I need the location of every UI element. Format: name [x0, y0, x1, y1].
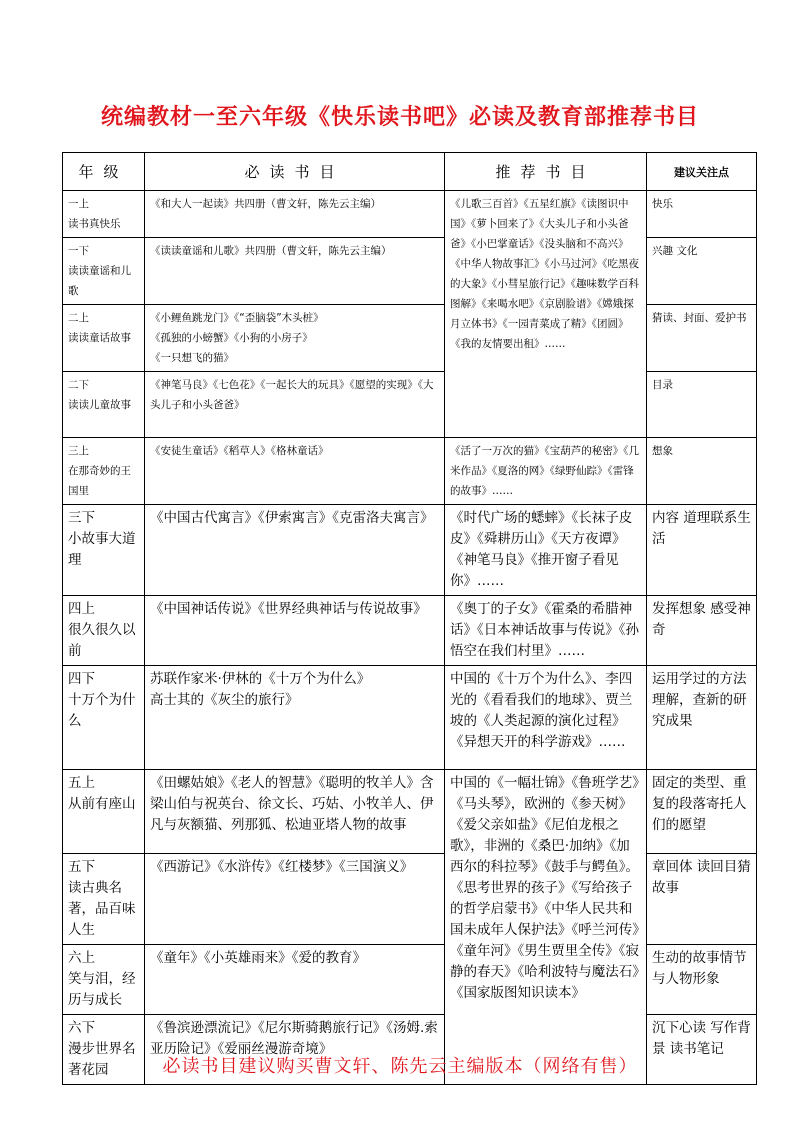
focus-cell: 固定的类型、重复的段落寄托人们的愿望 — [647, 770, 757, 854]
footer-note: 必读书目建议购买曹文轩、陈先云主编版本（网络有售） — [162, 1056, 638, 1077]
focus-cell: 章回体 读回目猜故事 — [647, 854, 757, 945]
table-row — [63, 596, 757, 666]
header-recommended: 推荐书目 — [445, 153, 647, 191]
book-list-table — [62, 152, 757, 1085]
recommended-cell: 中国的《十万个为什么》、李四光的《看看我们的地球》、贾兰坡的《人类起源的演化过程》《异想天开的科学游戏》…… — [445, 666, 647, 770]
focus-cell: 生动的故事情节与人物形象 — [647, 945, 757, 1015]
grade-cell: 二上 读读童话故事 — [63, 305, 145, 372]
table-header-row — [63, 153, 757, 191]
table-row — [63, 945, 757, 1015]
grade-cell: 四上 很久很久以前 — [63, 596, 145, 666]
required-cell: 《神笔马良》《七色花》《一起长大的玩具》《愿望的实现》《大头儿子和小头爸爸》 — [145, 372, 445, 438]
grade-cell: 四下 十万个为什么 — [63, 666, 145, 770]
focus-cell: 发挥想象 感受神奇 — [647, 596, 757, 666]
table-row — [63, 238, 757, 305]
focus-cell: 内容 道理联系生活 — [647, 505, 757, 596]
required-cell: 《鲁滨逊漂流记》《尼尔斯骑鹅旅行记》《汤姆.索亚历险记》《爱丽丝漫游奇境》 — [145, 1015, 445, 1085]
recommended-cell: 《活了一万次的猫》《宝葫芦的秘密》《几米作品》《夏洛的网》《绿野仙踪》《雷锋的故事》…… — [445, 438, 647, 505]
table-row — [63, 666, 757, 770]
required-cell: 《中国神话传说》《世界经典神话与传说故事》 — [145, 596, 445, 666]
focus-cell: 快乐 — [647, 191, 757, 238]
required-cell: 《安徒生童话》《稻草人》《格林童话》 — [145, 438, 445, 505]
focus-cell: 运用学过的方法理解，查新的研究成果 — [647, 666, 757, 770]
grade-cell: 一上 读书真快乐 — [63, 191, 145, 238]
required-cell: 《西游记》《水浒传》《红楼梦》《三国演义》 — [145, 854, 445, 945]
required-cell: 《田螺姑娘》《老人的智慧》《聪明的牧羊人》含梁山伯与祝英台、徐文长、巧姑、小牧羊人、伊凡与灰额猫、列那狐、松迪亚塔人物的故事 — [145, 770, 445, 854]
grade-cell: 五下 读古典名著，品百味人生 — [63, 854, 145, 945]
required-cell: 《小鲤鱼跳龙门》《“歪脑袋”木头桩》 《孤独的小螃蟹》《小狗的小房子》 《一只想飞的猫》 — [145, 305, 445, 372]
grade-cell: 三下 小故事大道理 — [63, 505, 145, 596]
grade-cell: 六上 笑与泪，经历与成长 — [63, 945, 145, 1015]
header-required: 必读书目 — [145, 153, 445, 191]
focus-cell: 目录 — [647, 372, 757, 438]
table-row — [63, 372, 757, 438]
focus-cell: 沉下心读 写作背景 读书笔记 — [647, 1015, 757, 1085]
grade-cell: 六下 漫步世界名著花园 — [63, 1015, 145, 1085]
table-row — [63, 770, 757, 854]
grade-cell: 五上 从前有座山 — [63, 770, 145, 854]
grade-cell: 二下 读读儿童故事 — [63, 372, 145, 438]
table-row — [63, 505, 757, 596]
recommended-cell: 《时代广场的蟋蟀》《长袜子皮皮》《舜耕历山》《天方夜谭》《神笔马良》《推开窗子看见你》…… — [445, 505, 647, 596]
table-row — [63, 305, 757, 372]
required-cell: 《和大人一起读》共四册（曹文轩，陈先云主编） — [145, 191, 445, 238]
focus-cell: 猜读、封面、爱护书 — [647, 305, 757, 372]
table-row — [63, 854, 757, 945]
header-grade: 年级 — [63, 153, 145, 191]
header-focus: 建议关注点 — [647, 153, 757, 191]
required-cell: 苏联作家米·伊林的《十万个为什么》 高士其的《灰尘的旅行》 — [145, 666, 445, 770]
table-row — [63, 191, 757, 238]
focus-cell: 兴趣 文化 — [647, 238, 757, 305]
required-cell: 《读读童谣和儿歌》共四册（曹文轩，陈先云主编） — [145, 238, 445, 305]
required-cell: 《中国古代寓言》《伊索寓言》《克雷洛夫寓言》 — [145, 505, 445, 596]
recommended-cell-merged: 《儿歌三百首》《五星红旗》《读图识中国》《萝卜回来了》《大头儿子和小头爸爸》《小巴掌童话》《没头脑和不高兴》《中华人物故事汇》《小马过河》《吃黑夜的大象》《小彗星旅行记》《趣味数学百科图解》《来喝水吧》《京剧脸谱》《嫦娥探月立体书》《一园青菜成了精》《团圆》《我的友情要出租》…… — [445, 191, 647, 438]
required-cell: 《童年》《小英雄雨来》《爱的教育》 — [145, 945, 445, 1015]
grade-cell: 三上 在那奇妙的王国里 — [63, 438, 145, 505]
page-title: 统编教材一至六年级《快乐读书吧》必读及教育部推荐书目 — [100, 105, 699, 130]
grade-cell: 一下 读读童谣和儿歌 — [63, 238, 145, 305]
recommended-cell-merged: 中国的《一幅壮锦》《鲁班学艺》《马头琴》，欧洲的《参天树》《爱父亲如盐》《尼伯龙根之歌》，非洲的《桑巴·加纳》《加西尔的科拉琴》《鼓手与鳄鱼》。 《思考世界的孩子》《写给孩子的哲学启蒙书》《中华人民共和国未成年人保护法》《呼兰河传》《童年河》《男生贾里全传》《寂静的春天》《哈利波特与魔法石》《国家版图知识读本》 — [445, 770, 647, 1085]
focus-cell: 想象 — [647, 438, 757, 505]
recommended-cell: 《奥丁的子女》《霍桑的希腊神话》《日本神话故事与传说》《孙悟空在我们村里》…… — [445, 596, 647, 666]
table-row — [63, 438, 757, 505]
